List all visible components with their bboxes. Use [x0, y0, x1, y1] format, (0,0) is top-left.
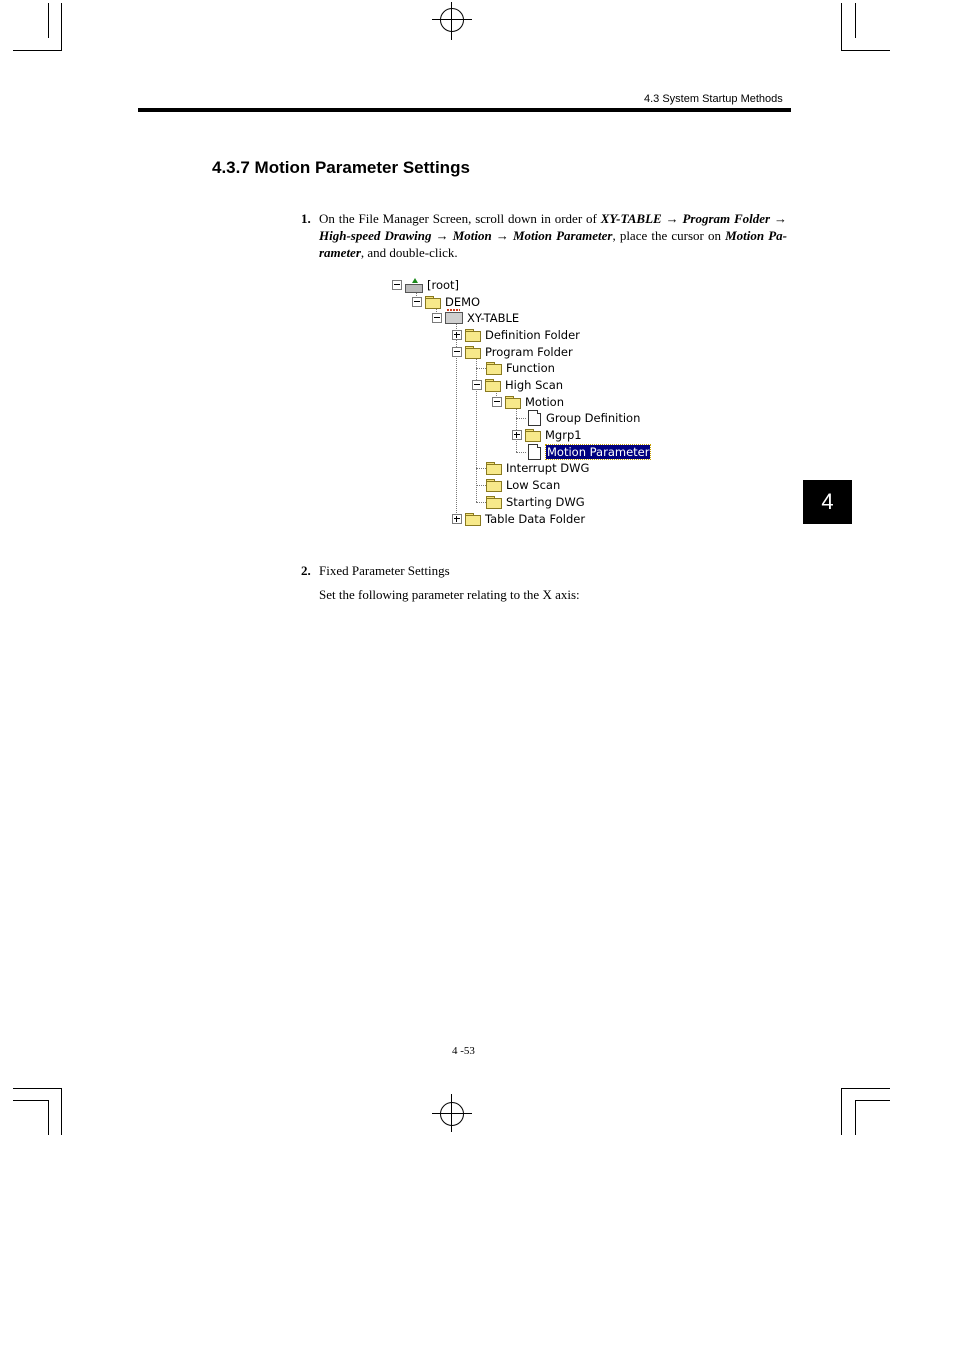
tree-node-label: Low Scan [506, 478, 561, 492]
expand-icon[interactable] [512, 430, 522, 440]
step-text-part: , and double-click. [360, 245, 458, 260]
folder-icon [505, 396, 521, 408]
step-1 [301, 210, 789, 264]
tree-node-label: Motion [525, 395, 564, 409]
tree-node-group-definition[interactable] [528, 410, 640, 426]
arrow: → [431, 228, 453, 243]
tree-node-label: Mgrp1 [545, 428, 582, 442]
tree-node-high-scan[interactable] [472, 377, 563, 393]
step-number: 2. [301, 563, 311, 578]
collapse-icon[interactable] [412, 297, 422, 307]
chapter-tab: 4 [803, 480, 852, 524]
tree-node-interrupt-dwg[interactable] [486, 460, 589, 476]
tree-node-program-folder[interactable] [452, 344, 573, 360]
tree-node-table-data-folder[interactable] [452, 511, 585, 527]
folder-icon [425, 296, 441, 308]
collapse-icon[interactable] [392, 280, 402, 290]
step-2 [301, 562, 789, 610]
step-text: Set the following parameter relating to the X axis: [319, 587, 580, 602]
computer-icon [405, 278, 423, 292]
tree-node-mgrp1[interactable] [512, 427, 582, 443]
folder-icon [486, 496, 502, 508]
tree-node-starting-dwg[interactable] [486, 494, 585, 510]
tree-node-demo[interactable] [412, 294, 480, 310]
folder-icon [485, 379, 501, 391]
arrow: → [661, 211, 683, 226]
step-text-part: , place the cursor on [612, 228, 726, 243]
tree-node-label: DEMO [445, 295, 481, 309]
tree-node-label: High Scan [505, 378, 564, 392]
section-title: 4.3.7 Motion Parameter Settings [212, 158, 470, 177]
collapse-icon[interactable] [452, 347, 462, 357]
expand-icon[interactable] [452, 514, 462, 524]
arrow: → [491, 228, 513, 243]
step-title: Fixed Parameter Settings [319, 563, 450, 578]
folder-icon [465, 513, 481, 525]
tree-node-label: Interrupt DWG [506, 461, 590, 475]
tree-node-label: XY-TABLE [467, 311, 520, 325]
collapse-icon[interactable] [472, 380, 482, 390]
expand-icon[interactable] [452, 330, 462, 340]
collapse-icon[interactable] [492, 397, 502, 407]
menu-path-program-folder: Program Folder [682, 211, 771, 226]
header-rule [138, 108, 791, 112]
page-number: 4 -53 [452, 1045, 475, 1057]
menu-path-high-speed-drawing: High-speed Drawing [319, 228, 432, 243]
document-icon [528, 444, 541, 460]
folder-icon [486, 462, 502, 474]
step-number: 1. [301, 211, 311, 226]
tree-node-label: Definition Folder [485, 328, 580, 342]
tree-node-definition-folder[interactable] [452, 327, 580, 343]
tree-node-label: Group Definition [546, 411, 641, 425]
tree-node-label: Starting DWG [506, 495, 585, 509]
document-icon [528, 410, 541, 426]
tree-node-label-selected: Motion Parameter [547, 445, 650, 459]
menu-path-xy-table: XY-TABLE [600, 211, 662, 226]
folder-icon [525, 429, 541, 441]
tree-node-xy-table[interactable] [432, 310, 519, 326]
running-head: 4.3 System Startup Methods [644, 93, 783, 105]
file-manager-tree [390, 276, 650, 531]
tree-node-root[interactable] [392, 277, 459, 293]
folder-icon [486, 362, 502, 374]
collapse-icon[interactable] [432, 313, 442, 323]
tree-node-label: Function [506, 361, 555, 375]
menu-path-motion-parameter: Motion Parameter [512, 228, 613, 243]
controller-icon [445, 312, 463, 324]
menu-path-motion: Motion [452, 228, 492, 243]
step-text [319, 210, 787, 261]
folder-icon [465, 329, 481, 341]
tree-node-motion-parameter[interactable] [528, 444, 650, 460]
tree-node-label: Program Folder [485, 345, 573, 359]
tree-node-function[interactable] [486, 360, 555, 376]
folder-icon [465, 346, 481, 358]
tree-node-label: Table Data Folder [485, 512, 586, 526]
arrow: → [770, 211, 788, 226]
cursor-target: Motion Pa-rameter [319, 228, 788, 260]
step-text-part: On the File Manager Screen, scroll down in order of [319, 211, 601, 226]
tree-node-label: [root] [427, 278, 460, 292]
folder-icon [486, 479, 502, 491]
tree-node-low-scan[interactable] [486, 477, 560, 493]
tree-node-motion[interactable] [492, 394, 564, 410]
